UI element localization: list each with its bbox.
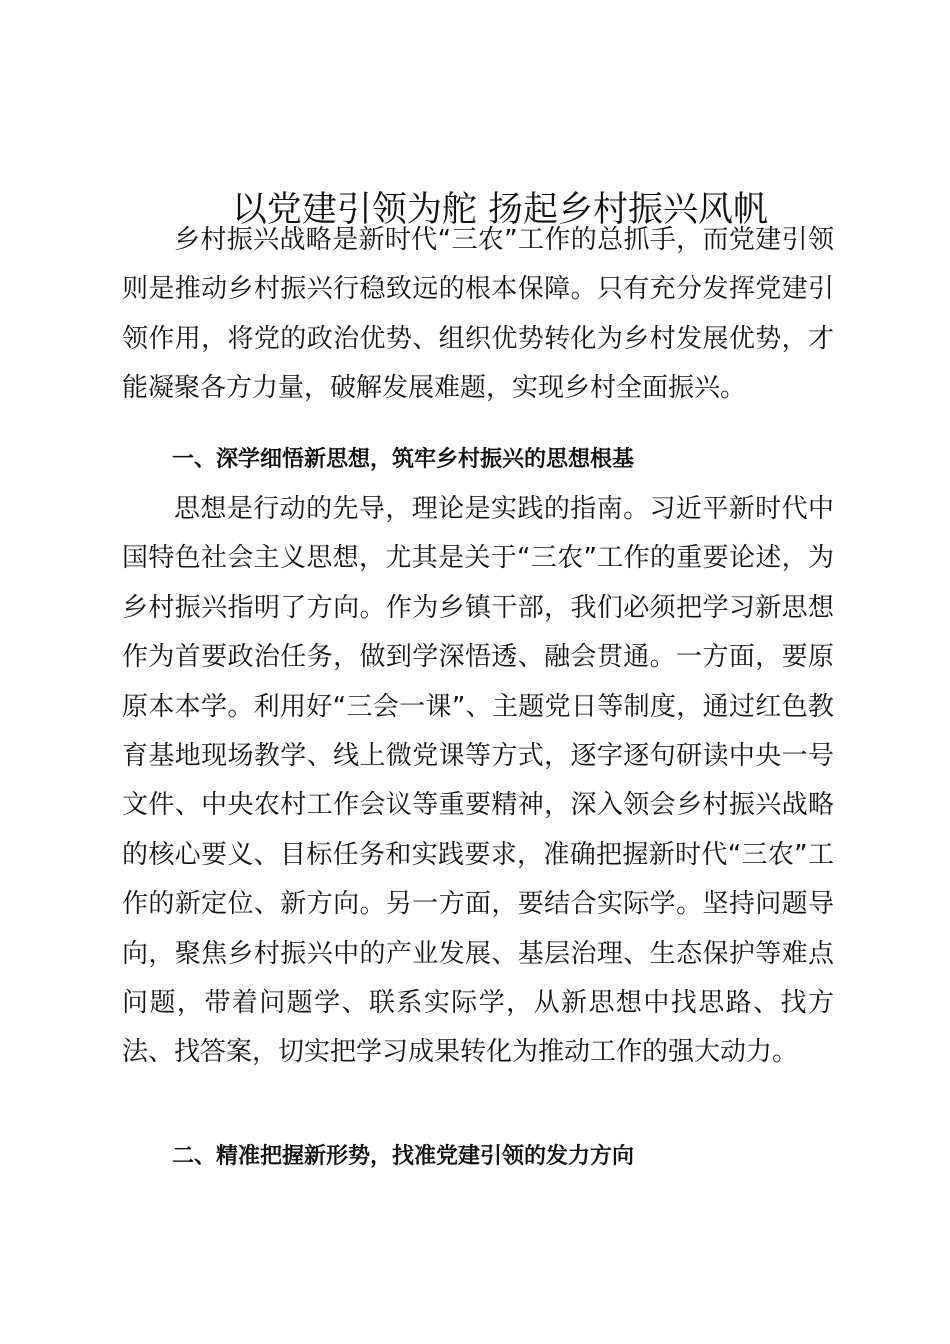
section-heading-1: 一、深学细悟新思想，筑牢乡村振兴的思想根基 — [172, 447, 635, 472]
document-title: 以党建引领为舵 扬起乡村振兴风帆 — [231, 190, 769, 231]
intro-paragraph: 乡村振兴战略是新时代“三农”工作的总抓手，而党建引领则是推动乡村振兴行稳致远的根本保障。只有充分发挥党建引领作用，将党的政治优势、组织优势转化为乡村发展优势，才能凝聚各方力量，破解发展难题，实现乡村全面振兴。 — [122, 225, 834, 404]
section-heading-2: 二、精准把握新形势，找准党建引领的发力方向 — [172, 1144, 635, 1169]
section-1-paragraph: 思想是行动的先导，理论是实践的指南。习近平新时代中国特色社会主义思想，尤其是关于“三农”工作的重要论述，为乡村振兴指明了方向。作为乡镇干部，我们必须把学习新思想作为首要政治任务，做到学深悟透、融会贯通。一方面，要原原本本学。利用好“三会一课”、主题党日等制度，通过红色教育基地现场教学、线上微党课等方式，逐字逐句研读中央一号文件、中央农村工作会议等重要精神，深入领会乡村振兴战略的核心要义、目标任务和实践要求，准确把握新时代“三农”工作的新定位、新方向。另一方面，要结合实际学。坚持问题导向，聚焦乡村振兴中的产业发展、基层治理、生态保护等难点问题，带着问题学、联系实际学，从新思想中找思路、找方法、找答案，切实把学习成果转化为推动工作的强大动力。 — [122, 494, 834, 1068]
